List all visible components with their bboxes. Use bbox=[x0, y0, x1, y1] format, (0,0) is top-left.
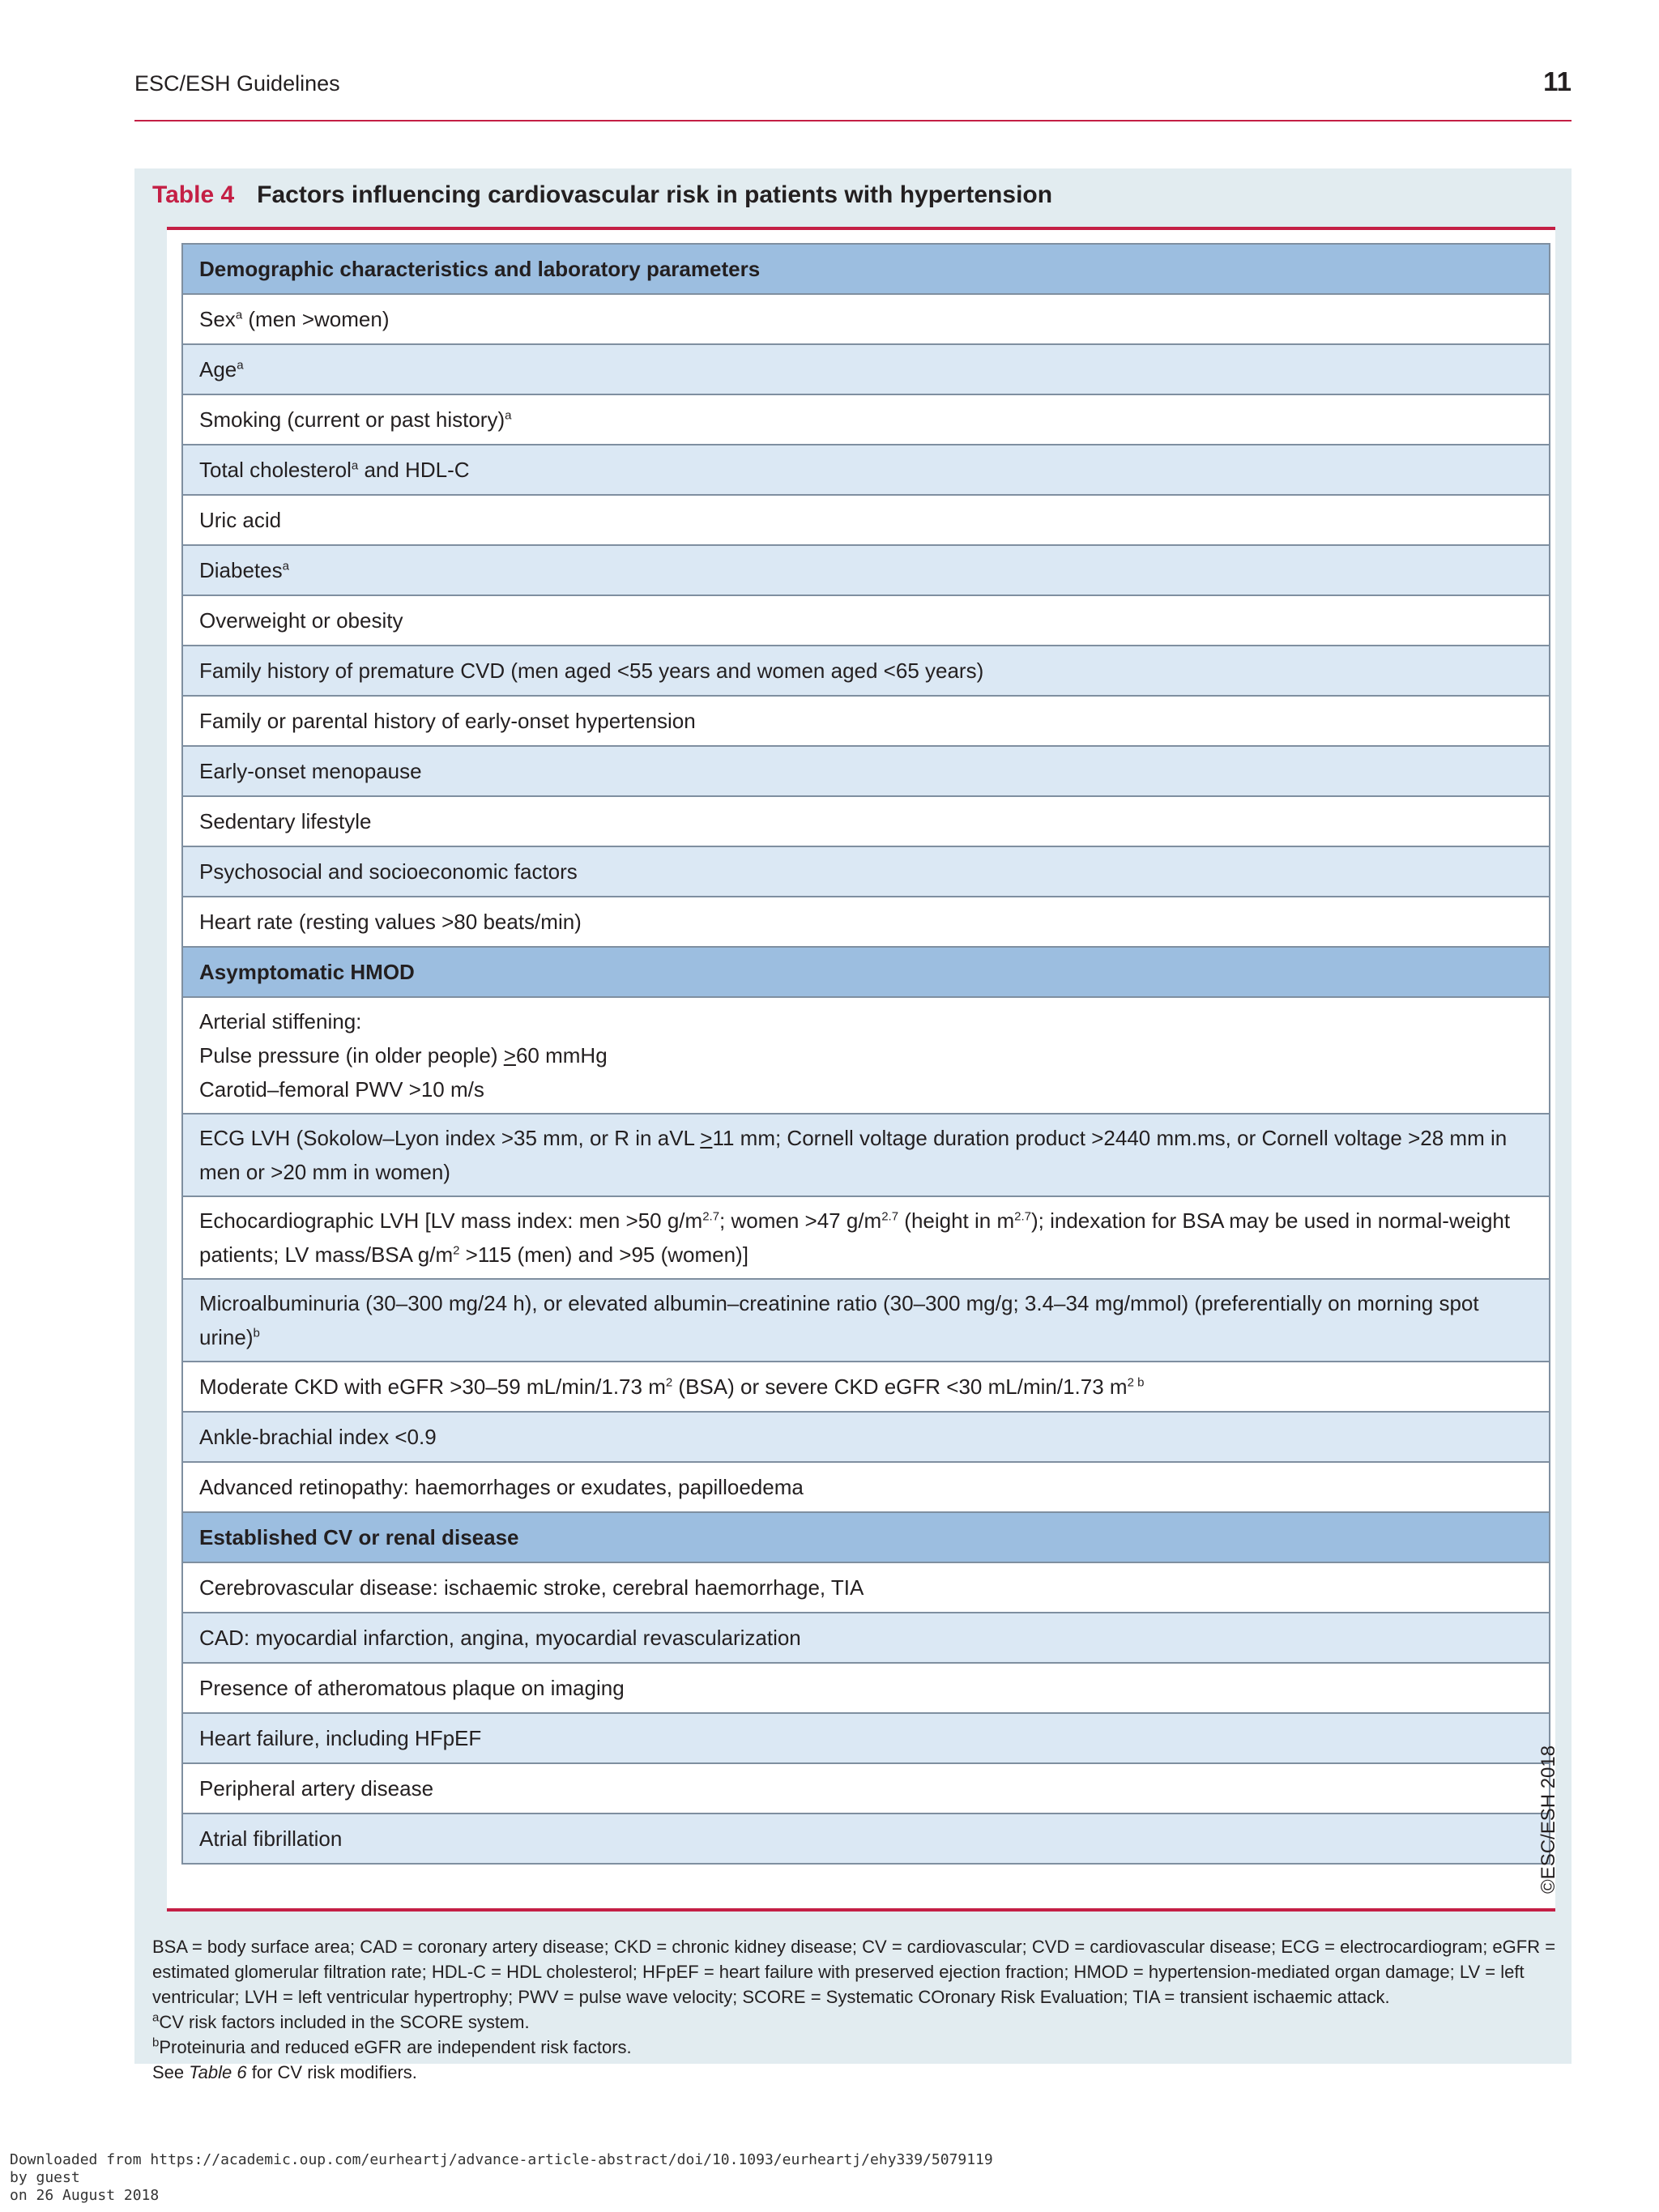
risk-factor-cell: Family history of premature CVD (men aged <55 years and women aged <65 years) bbox=[182, 646, 1550, 696]
risk-factor-cell: Cerebrovascular disease: ischaemic stroke, cerebral haemorrhage, TIA bbox=[182, 1562, 1550, 1613]
journal-section-title: ESC/ESH Guidelines bbox=[134, 71, 340, 96]
table-row bbox=[182, 445, 1550, 495]
table-row bbox=[182, 495, 1550, 545]
table-row bbox=[182, 1279, 1550, 1362]
risk-factor-cell: Heart rate (resting values >80 beats/min) bbox=[182, 897, 1550, 947]
table-row bbox=[182, 897, 1550, 947]
risk-factor-cell: Peripheral artery disease bbox=[182, 1763, 1550, 1813]
section-header-row bbox=[182, 947, 1550, 997]
footnote-a: $^a$CV risk factors included in the SCORE system. bbox=[152, 2010, 530, 2032]
table-row bbox=[182, 545, 1550, 595]
table-row bbox=[182, 846, 1550, 897]
see-also-note: See Table 6 for CV risk modifiers. bbox=[152, 2062, 417, 2082]
table-row bbox=[182, 595, 1550, 646]
table-row bbox=[182, 1462, 1550, 1512]
table-row bbox=[182, 1763, 1550, 1813]
table-row bbox=[182, 1663, 1550, 1713]
risk-factor-cell: Moderate CKD with eGFR >30–59 mL/min/1.73 $m^2$ (BSA) or severe CKD eGFR <30 mL/min/1.73 $m^{2 b}$ bbox=[182, 1362, 1550, 1412]
risk-factor-cell: Arterial stiffening: Pulse pressure (in older people) >60 mmHg Carotid–femoral PWV >10 m/s bbox=[182, 997, 1550, 1114]
table-panel bbox=[134, 168, 1572, 2082]
page-number: 11 bbox=[1543, 66, 1572, 96]
risk-factors-table bbox=[181, 243, 1550, 1865]
risk-factor-cell: Presence of atheromatous plaque on imaging bbox=[182, 1663, 1550, 1713]
table-caption: Factors influencing cardiovascular risk in patients with hypertension bbox=[257, 181, 1053, 208]
table-row bbox=[182, 796, 1550, 846]
risk-factor-cell: Early-onset menopause bbox=[182, 746, 1550, 796]
risk-factor-cell: Heart failure, including HFpEF bbox=[182, 1713, 1550, 1763]
table-row bbox=[182, 1196, 1550, 1279]
download-stamp: Downloaded from https://academic.oup.com/eurheartj/advance-article-abstract/doi/10.1093/eurheartj/ehy339/5079119 by guest on 26 August 2018 bbox=[10, 2151, 993, 2204]
table-row bbox=[182, 746, 1550, 796]
risk-factor-cell: Echocardiographic LVH [LV mass index: men >50 $g/m^{2.7}$; women >47 $g/m^{2.7}$ (height in $m^{2.7}$); indexation for BSA may be used in normal-weight patients; LV mass/BSA $g/m^2 >115$ (men) and >95 (women)] bbox=[182, 1196, 1550, 1279]
risk-factor-cell: ECG LVH (Sokolow–Lyon index >35 mm, or R in aVL >11 mm; Cornell voltage duration product >2440 mm.ms, or Cornell voltage >28 mm in men or >20 mm in women) bbox=[182, 1114, 1550, 1196]
table-row bbox=[182, 394, 1550, 445]
abbreviations-note: BSA = body surface area; CAD = coronary artery disease; CKD = chronic kidney disease; CV = cardiovascular; CVD = cardiovascular disease; ECG = electrocardiogram; eGFR = estimated glomerular filtration rate; HDL-C = HDL cholesterol; HFpEF = heart failure with preserved ejection fraction; HMOD = hypertension-mediated organ damage; LV = left ventricular; LVH = left ventricular hypertrophy; PWV = pulse wave velocity; SCORE = Systematic COronary Risk Evaluation; TIA = transient ischaemic attack. bbox=[152, 1937, 1556, 2007]
table-row bbox=[182, 1362, 1550, 1412]
table-container bbox=[167, 230, 1555, 1908]
risk-factor-cell: Diabetes$^a$ bbox=[182, 545, 1550, 595]
table-bottom-rule bbox=[167, 1908, 1555, 1912]
risk-factor-cell: Advanced retinopathy: haemorrhages or exudates, papilloedema bbox=[182, 1462, 1550, 1512]
risk-factor-cell: CAD: myocardial infarction, angina, myocardial revascularization bbox=[182, 1613, 1550, 1663]
table-row bbox=[182, 1114, 1550, 1196]
table-row bbox=[182, 1613, 1550, 1663]
table-row bbox=[182, 1412, 1550, 1462]
risk-factor-cell: Overweight or obesity bbox=[182, 595, 1550, 646]
risk-factor-cell: Sedentary lifestyle bbox=[182, 796, 1550, 846]
risk-factor-cell: Total cholesterol$^a$ and HDL-C bbox=[182, 445, 1550, 495]
table-row bbox=[182, 646, 1550, 696]
section-header-row bbox=[182, 1512, 1550, 1562]
section-header-row bbox=[182, 244, 1550, 294]
section-heading: Established CV or renal disease bbox=[182, 1512, 1550, 1562]
table-footnotes bbox=[152, 1934, 1562, 2085]
risk-factor-cell: Ankle-brachial index <0.9 bbox=[182, 1412, 1550, 1462]
risk-factor-cell: Family or parental history of early-onset hypertension bbox=[182, 696, 1550, 746]
risk-factor-cell: Psychosocial and socioeconomic factors bbox=[182, 846, 1550, 897]
table-row bbox=[182, 1562, 1550, 1613]
footnote-b: $^b$Proteinuria and reduced eGFR are independent risk factors. bbox=[152, 2035, 632, 2057]
table-row bbox=[182, 696, 1550, 746]
table-number: Table 4 bbox=[152, 181, 235, 208]
table-row bbox=[182, 344, 1550, 394]
section-heading: Demographic characteristics and laboratory parameters bbox=[182, 244, 1550, 294]
table-row bbox=[182, 1713, 1550, 1763]
risk-factor-cell: Smoking (current or past history)$^a$ bbox=[182, 394, 1550, 445]
page-header bbox=[134, 66, 1572, 121]
risk-factor-cell: Uric acid bbox=[182, 495, 1550, 545]
risk-factor-cell: Age$^a$ bbox=[182, 344, 1550, 394]
table-title bbox=[152, 181, 1052, 209]
table-row bbox=[182, 1813, 1550, 1864]
table-row bbox=[182, 997, 1550, 1114]
risk-factor-cell: Atrial fibrillation bbox=[182, 1813, 1550, 1864]
risk-factor-cell: Sex$^a$ (men >women) bbox=[182, 294, 1550, 344]
copyright-notice: ©ESC/ESH 2018 bbox=[1537, 1745, 1559, 1894]
section-heading: Asymptomatic HMOD bbox=[182, 947, 1550, 997]
table-row bbox=[182, 294, 1550, 344]
risk-factor-cell: Microalbuminuria (30–300 mg/24 h), or elevated albumin–creatinine ratio (30–300 mg/g; 3.4–34 mg/mmol) (preferentially on morning spot urine)$^b$ bbox=[182, 1279, 1550, 1362]
